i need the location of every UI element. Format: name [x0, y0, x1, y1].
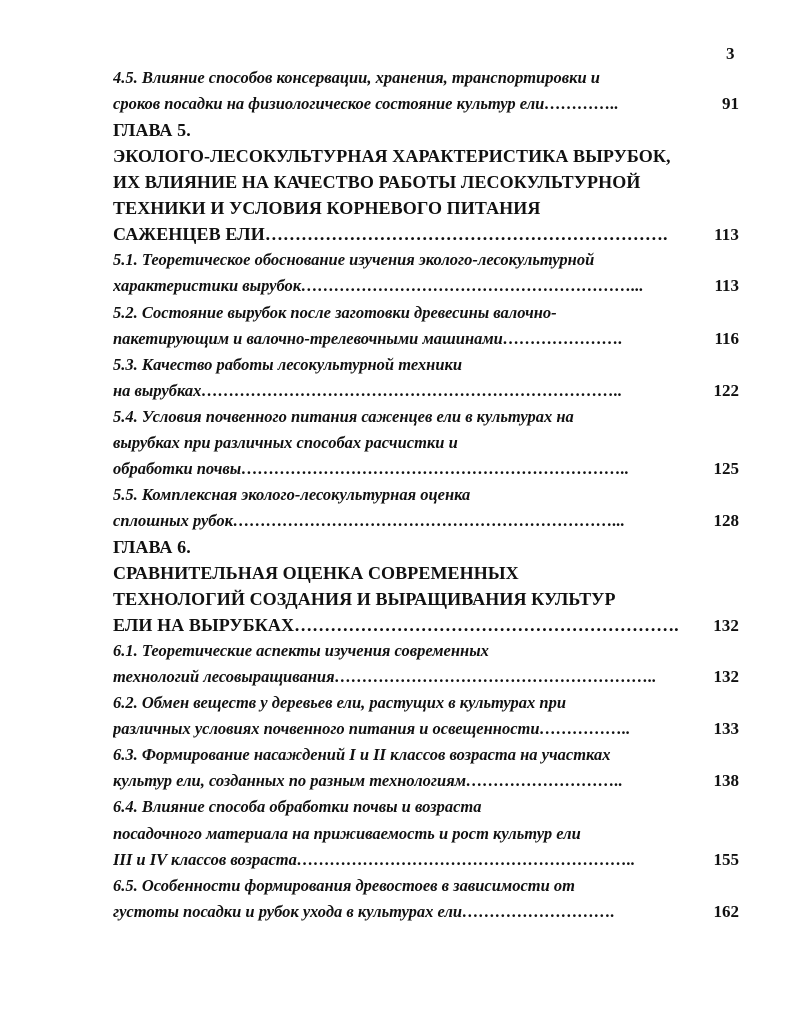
toc-entry-text: 6.5. Особенности формирования древостоев в зависимости от [113, 875, 575, 895]
toc-entry-text: густоты посадки и рубок ухода в культурах ели [113, 901, 463, 921]
toc-page-number: 132 [713, 616, 739, 636]
toc-entry-text: 6.1. Теоретические аспекты изучения современных [113, 641, 489, 661]
toc-line [113, 693, 739, 719]
toc-page-number: 122 [713, 380, 739, 400]
toc-page-number: 155 [713, 849, 739, 869]
toc-line [113, 615, 739, 641]
toc-entry-text: 6.4. Влияние способа обработки почвы и возраста [113, 797, 482, 817]
toc-line [113, 407, 739, 433]
toc-line [113, 667, 739, 693]
toc-line [113, 876, 739, 902]
toc-line [113, 459, 739, 485]
toc-page-number: 125 [713, 458, 739, 478]
toc-entry-text: на вырубках [113, 380, 202, 400]
toc-leader-dots: …………….. [539, 719, 631, 739]
toc-page-number: 138 [713, 771, 739, 791]
toc-leader-dots: ………………………………………………………………….. [201, 380, 623, 400]
toc-entry-text: 5.3. Качество работы лесокультурной техники [113, 354, 463, 374]
toc-entry-text: различных условиях почвенного питания и освещенности [113, 719, 540, 739]
toc-line [113, 537, 739, 563]
toc-entry-text: сплошных рубок [113, 510, 233, 530]
toc-entry-text: III и IV классов возраста [113, 849, 297, 869]
toc-line [113, 485, 739, 511]
toc-line [113, 276, 739, 302]
toc-entry-text: ГЛАВА 5. [113, 120, 191, 141]
toc-entry-text: 5.4. Условия почвенного питания саженцев ели в культурах на [113, 406, 574, 426]
toc-line [113, 771, 739, 797]
toc-line [113, 120, 739, 146]
toc-line [113, 172, 739, 198]
toc-entry-text: пакетирующим и валочно-трелевочными машинами [113, 328, 503, 348]
toc-entry-text: вырубках при различных способах расчистки и [113, 432, 458, 452]
toc-line [113, 824, 739, 850]
toc-entry-text: ИХ ВЛИЯНИЕ НА КАЧЕСТВО РАБОТЫ ЛЕСОКУЛЬТУРНОЙ [113, 172, 641, 193]
toc-entry-text: ЕЛИ НА ВЫРУБКАХ [113, 615, 295, 636]
toc-page-number: 133 [713, 719, 739, 739]
toc-page-number: 132 [713, 667, 739, 687]
toc-line [113, 641, 739, 667]
toc-entry-text: 4.5. Влияние способов консервации, хранения, транспортировки и [113, 68, 600, 87]
toc-entry-text: технологий лесовыращивания [113, 667, 335, 687]
toc-leader-dots: ………………………………………………….. [334, 667, 657, 687]
toc-line [113, 303, 739, 329]
toc-entry-text: 6.3. Формирование насаждений I и II классов возраста на участках [113, 745, 611, 765]
toc-line [113, 224, 739, 250]
toc-line [113, 563, 739, 589]
toc-line [113, 146, 739, 172]
toc-entry-text: ТЕХНОЛОГИЙ СОЗДАНИЯ И ВЫРАЩИВАНИЯ КУЛЬТУР [113, 589, 616, 609]
toc-entry-text: 5.2. Состояние вырубок после заготовки древесины валочно- [113, 302, 557, 322]
toc-entry-text: САЖЕНЦЕВ ЕЛИ [113, 224, 265, 245]
toc-page-number: 113 [714, 225, 739, 245]
toc-entry-text: характеристики вырубок [113, 276, 302, 296]
toc-leader-dots: ……………………………………………………………... [232, 510, 625, 530]
toc-page-number: 162 [713, 901, 739, 921]
toc-page-number: 113 [714, 276, 739, 296]
toc-entry-text: 5.1. Теоретическое обоснование изучения эколого-лесокультурной [113, 250, 595, 270]
toc-leader-dots: ………….. [544, 94, 619, 113]
toc-entry-text: 5.5. Комплексная эколого-лесокультурная оценка [113, 484, 471, 504]
toc-entry-text: ГЛАВА 6. [113, 536, 191, 557]
toc-line [113, 329, 739, 355]
toc-line [113, 94, 739, 120]
toc-entry-text: ТЕХНИКИ И УСЛОВИЯ КОРНЕВОГО ПИТАНИЯ [113, 198, 541, 219]
toc-line [113, 381, 739, 407]
page-number: 3 [726, 44, 735, 63]
toc-line [113, 719, 739, 745]
toc-leader-dots: ……………………………………………………... [301, 276, 644, 296]
toc-line [113, 433, 739, 459]
toc-line [113, 250, 739, 276]
toc-entry-text: культур ели, созданных по разным технологиям [113, 771, 466, 791]
toc-leader-dots: ………………………. [462, 901, 615, 921]
toc-leader-dots: …………………………………………………….. [296, 849, 636, 869]
toc-page-number: 91 [722, 94, 739, 113]
toc-page-number: 116 [714, 328, 739, 348]
toc-leader-dots: …………………. [502, 328, 623, 348]
toc-entry-text: ЭКОЛОГО-ЛЕСОКУЛЬТУРНАЯ ХАРАКТЕРИСТИКА ВЫРУБОК, [113, 146, 671, 167]
toc-entry-text: обработки почвы [113, 458, 242, 478]
toc-line [113, 902, 739, 928]
toc-leader-dots: ……………………….. [466, 771, 623, 791]
toc-line [113, 355, 739, 381]
toc-line [113, 589, 739, 615]
toc-line [113, 850, 739, 876]
toc-entry-text: 6.2. Обмен веществ у деревьев ели, растущих в культурах при [113, 693, 567, 713]
toc-page-number: 128 [713, 510, 739, 530]
toc-line [113, 68, 739, 94]
toc-line [113, 797, 739, 823]
toc-leader-dots: ………………………………………………………. [294, 615, 679, 636]
toc-line [113, 198, 739, 224]
toc-entry-text: сроков посадки на физиологическое состояние культур ели [113, 94, 545, 113]
toc-line [113, 745, 739, 771]
toc-entry-text: посадочного материала на приживаемость и рост культур ели [113, 823, 581, 843]
toc-line [113, 511, 739, 537]
toc-entry-text: СРАВНИТЕЛЬНАЯ ОЦЕНКА СОВРЕМЕННЫХ [113, 563, 519, 583]
toc-leader-dots: …………………………………………………………. [264, 224, 668, 245]
toc-leader-dots: …………………………………………………………….. [241, 458, 629, 478]
